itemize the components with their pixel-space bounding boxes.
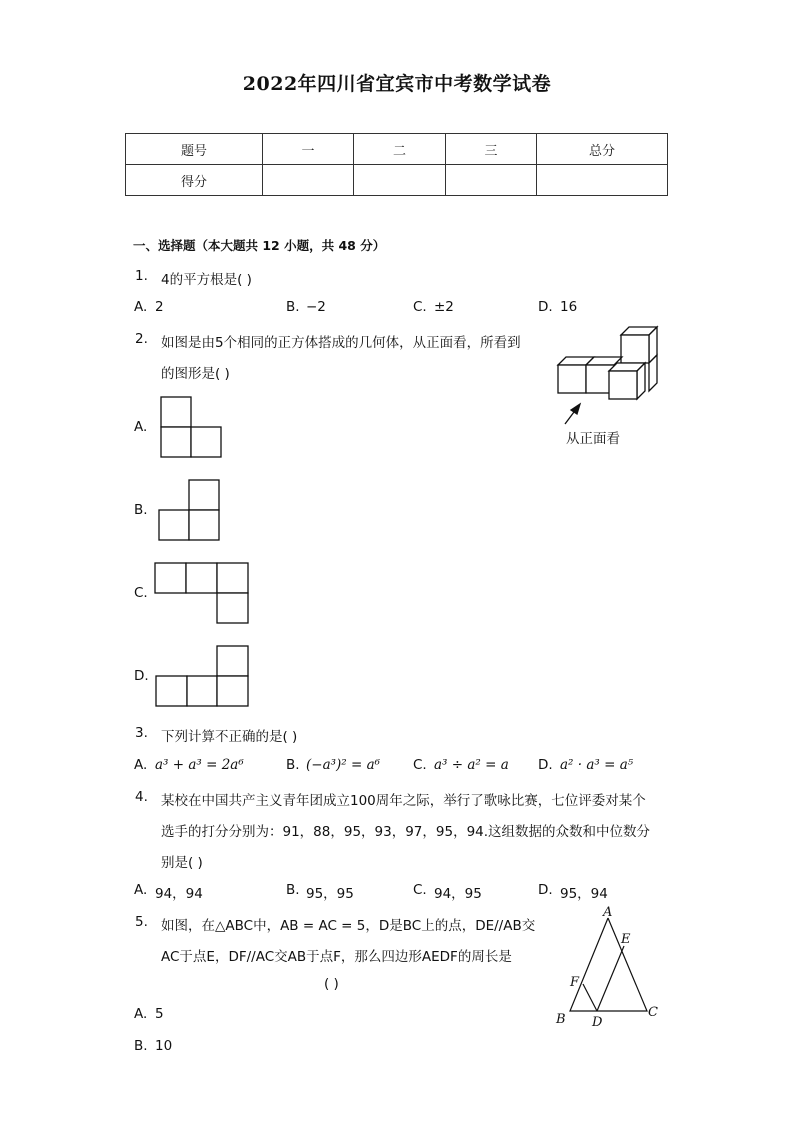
option-text: 95，94 xyxy=(560,886,608,902)
option-text: 95，95 xyxy=(306,886,354,902)
option-label: D. xyxy=(538,882,553,898)
question-number: 1. xyxy=(135,268,148,284)
question-text: 选手的打分分别为：91，88，95，93，97，95，94.这组数据的众数和中位数分 xyxy=(161,824,651,840)
option-label: D. xyxy=(538,299,553,315)
question-text: 别是( ) xyxy=(161,855,203,871)
option-label: B. xyxy=(286,299,300,315)
score-header-cell: 总分 xyxy=(537,134,668,165)
vertex-label-b: B xyxy=(556,1012,566,1027)
score-header-cell: 三 xyxy=(446,134,537,165)
question-number: 3. xyxy=(135,725,148,741)
question-number: 2. xyxy=(135,331,148,347)
option-label: C. xyxy=(413,882,427,898)
option-c-figure[interactable] xyxy=(152,561,250,625)
question-text: 下列计算不正确的是( ) xyxy=(161,729,298,745)
vertex-label-d: D xyxy=(592,1015,603,1030)
question-text: 如图，在△ABC中，AB = AC = 5，D是BC上的点，DE//AB交 xyxy=(161,918,536,934)
score-cell[interactable] xyxy=(354,165,446,196)
option-text: a³ ÷ a² = a xyxy=(434,757,509,773)
score-cell[interactable] xyxy=(446,165,537,196)
question-number: 5. xyxy=(135,914,148,930)
option-d-figure[interactable] xyxy=(154,644,252,708)
option-text: a³ + a³ = 2a⁶ xyxy=(155,757,244,773)
option-label: A. xyxy=(134,757,148,773)
question-text: 某校在中国共产主义青年团成立100周年之际，举行了歌咏比赛，七位评委对某个 xyxy=(161,793,646,809)
option-label: A. xyxy=(134,1006,148,1022)
question-text: AC于点E，DF//AC交AB于点F，那么四边形AEDF的周长是 xyxy=(161,949,512,965)
option-label[interactable]: D. xyxy=(134,668,149,684)
option-text: 94，94 xyxy=(155,886,203,902)
option-b-figure[interactable] xyxy=(156,478,224,542)
option-text: 5 xyxy=(155,1006,164,1022)
option-text: 2 xyxy=(155,299,164,315)
score-cell[interactable] xyxy=(263,165,354,196)
vertex-label-e: E xyxy=(621,932,631,947)
triangle-figure xyxy=(552,904,664,1030)
option-label[interactable]: C. xyxy=(134,585,148,601)
option-text: a² · a³ = a⁵ xyxy=(560,757,634,773)
section-heading: 一、选择题（本大题共 12 小题，共 48 分） xyxy=(133,238,386,253)
question-number: 4. xyxy=(135,789,148,805)
option-label: B. xyxy=(134,1038,148,1054)
option-label: B. xyxy=(286,882,300,898)
option-label[interactable]: A. xyxy=(134,419,148,435)
option-label: C. xyxy=(413,299,427,315)
option-text: −2 xyxy=(306,299,326,315)
question-text: 的图形是( ) xyxy=(161,366,230,382)
figure-caption: 从正面看 xyxy=(566,431,620,447)
score-cell[interactable] xyxy=(537,165,668,196)
question-text: 4的平方根是( ) xyxy=(161,272,252,288)
option-label: C. xyxy=(413,757,427,773)
score-table-header-row xyxy=(126,134,668,165)
option-text: (−a³)² = a⁶ xyxy=(306,757,381,773)
option-label[interactable]: B. xyxy=(134,502,148,518)
option-label: A. xyxy=(134,299,148,315)
option-text: 94，95 xyxy=(434,886,482,902)
option-label: D. xyxy=(538,757,553,773)
question-text: 如图是由5个相同的正方体搭成的几何体，从正面看，所看到 xyxy=(161,335,521,351)
score-header-cell: 题号 xyxy=(126,134,263,165)
question-text: ( ) xyxy=(324,976,339,992)
score-table xyxy=(125,133,668,196)
option-label: B. xyxy=(286,757,300,773)
score-row-label: 得分 xyxy=(126,165,263,196)
option-a-figure[interactable] xyxy=(158,395,226,459)
option-text: 16 xyxy=(560,299,578,315)
option-text: 10 xyxy=(155,1038,173,1054)
score-header-cell: 二 xyxy=(354,134,446,165)
option-label: A. xyxy=(134,882,148,898)
score-table-score-row xyxy=(126,165,668,196)
page-title: 2022年四川省宜宾市中考数学试卷 xyxy=(242,73,552,95)
vertex-label-a: A xyxy=(603,905,613,920)
vertex-label-c: C xyxy=(648,1005,658,1020)
option-text: ±2 xyxy=(434,299,454,315)
vertex-label-f: F xyxy=(570,975,580,990)
score-header-cell: 一 xyxy=(263,134,354,165)
